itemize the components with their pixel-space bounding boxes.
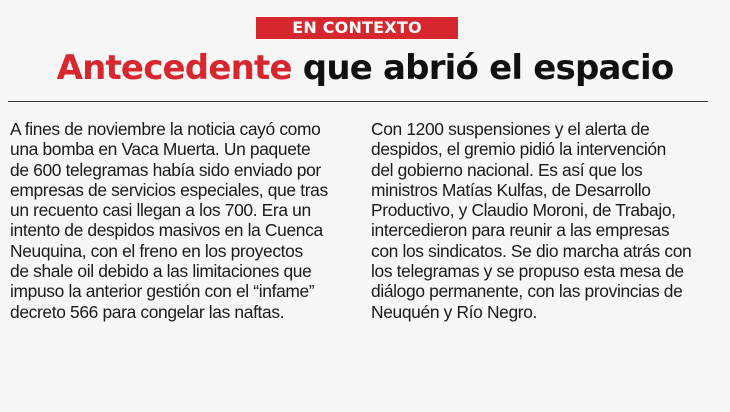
text-line: decreto 566 para congelar las naftas. — [10, 301, 285, 322]
text-line: de 600 telegramas había sido enviado por — [10, 159, 321, 180]
text-line: Con 1200 suspensiones y el alerta de — [371, 119, 650, 139]
text-line: despidos, el gremio pidió la intervención — [371, 139, 666, 160]
divider — [8, 101, 708, 102]
text-line: de shale oil debido a las limitaciones que — [10, 261, 312, 282]
text-line: con los sindicatos. Se dio marcha atrás con — [371, 240, 692, 261]
body-column-left — [10, 119, 360, 322]
text-line: ministros Matías Kulfas, de Desarrollo — [371, 179, 651, 200]
text-line: Neuquén y Río Negro. — [371, 301, 538, 322]
text-line: Productivo, y Claudio Moroni, de Trabajo, — [371, 200, 676, 221]
text-line: Neuquina, con el freno en los proyectos — [10, 240, 303, 261]
section-kicker: EN CONTEXTO — [256, 17, 458, 39]
text-line: diálogo permanente, con las provincias de — [371, 281, 683, 302]
text-line: una bomba en Vaca Muerta. Un paquete — [10, 139, 311, 160]
text-line: un recuento casi llegan a los 700. Era un — [10, 200, 311, 221]
text-line: empresas de servicios especiales, que tras — [10, 179, 328, 200]
headline-accent: Antecedente — [56, 48, 292, 88]
text-line: intento de despidos masivos en la Cuenca — [10, 220, 323, 241]
text-line: impuso la anterior gestión con el “infame” — [10, 281, 315, 302]
text-line: del gobierno nacional. Es así que los — [371, 159, 643, 180]
text-line: los telegramas y se propuso esta mesa de — [371, 261, 684, 282]
text-line: intercedieron para reunir a las empresas — [371, 220, 670, 241]
headline-rest: que abrió el espacio — [302, 48, 674, 88]
body-column-right — [371, 119, 711, 322]
headline — [0, 46, 730, 90]
text-line: A fines de noviembre la noticia cayó como — [10, 119, 321, 139]
